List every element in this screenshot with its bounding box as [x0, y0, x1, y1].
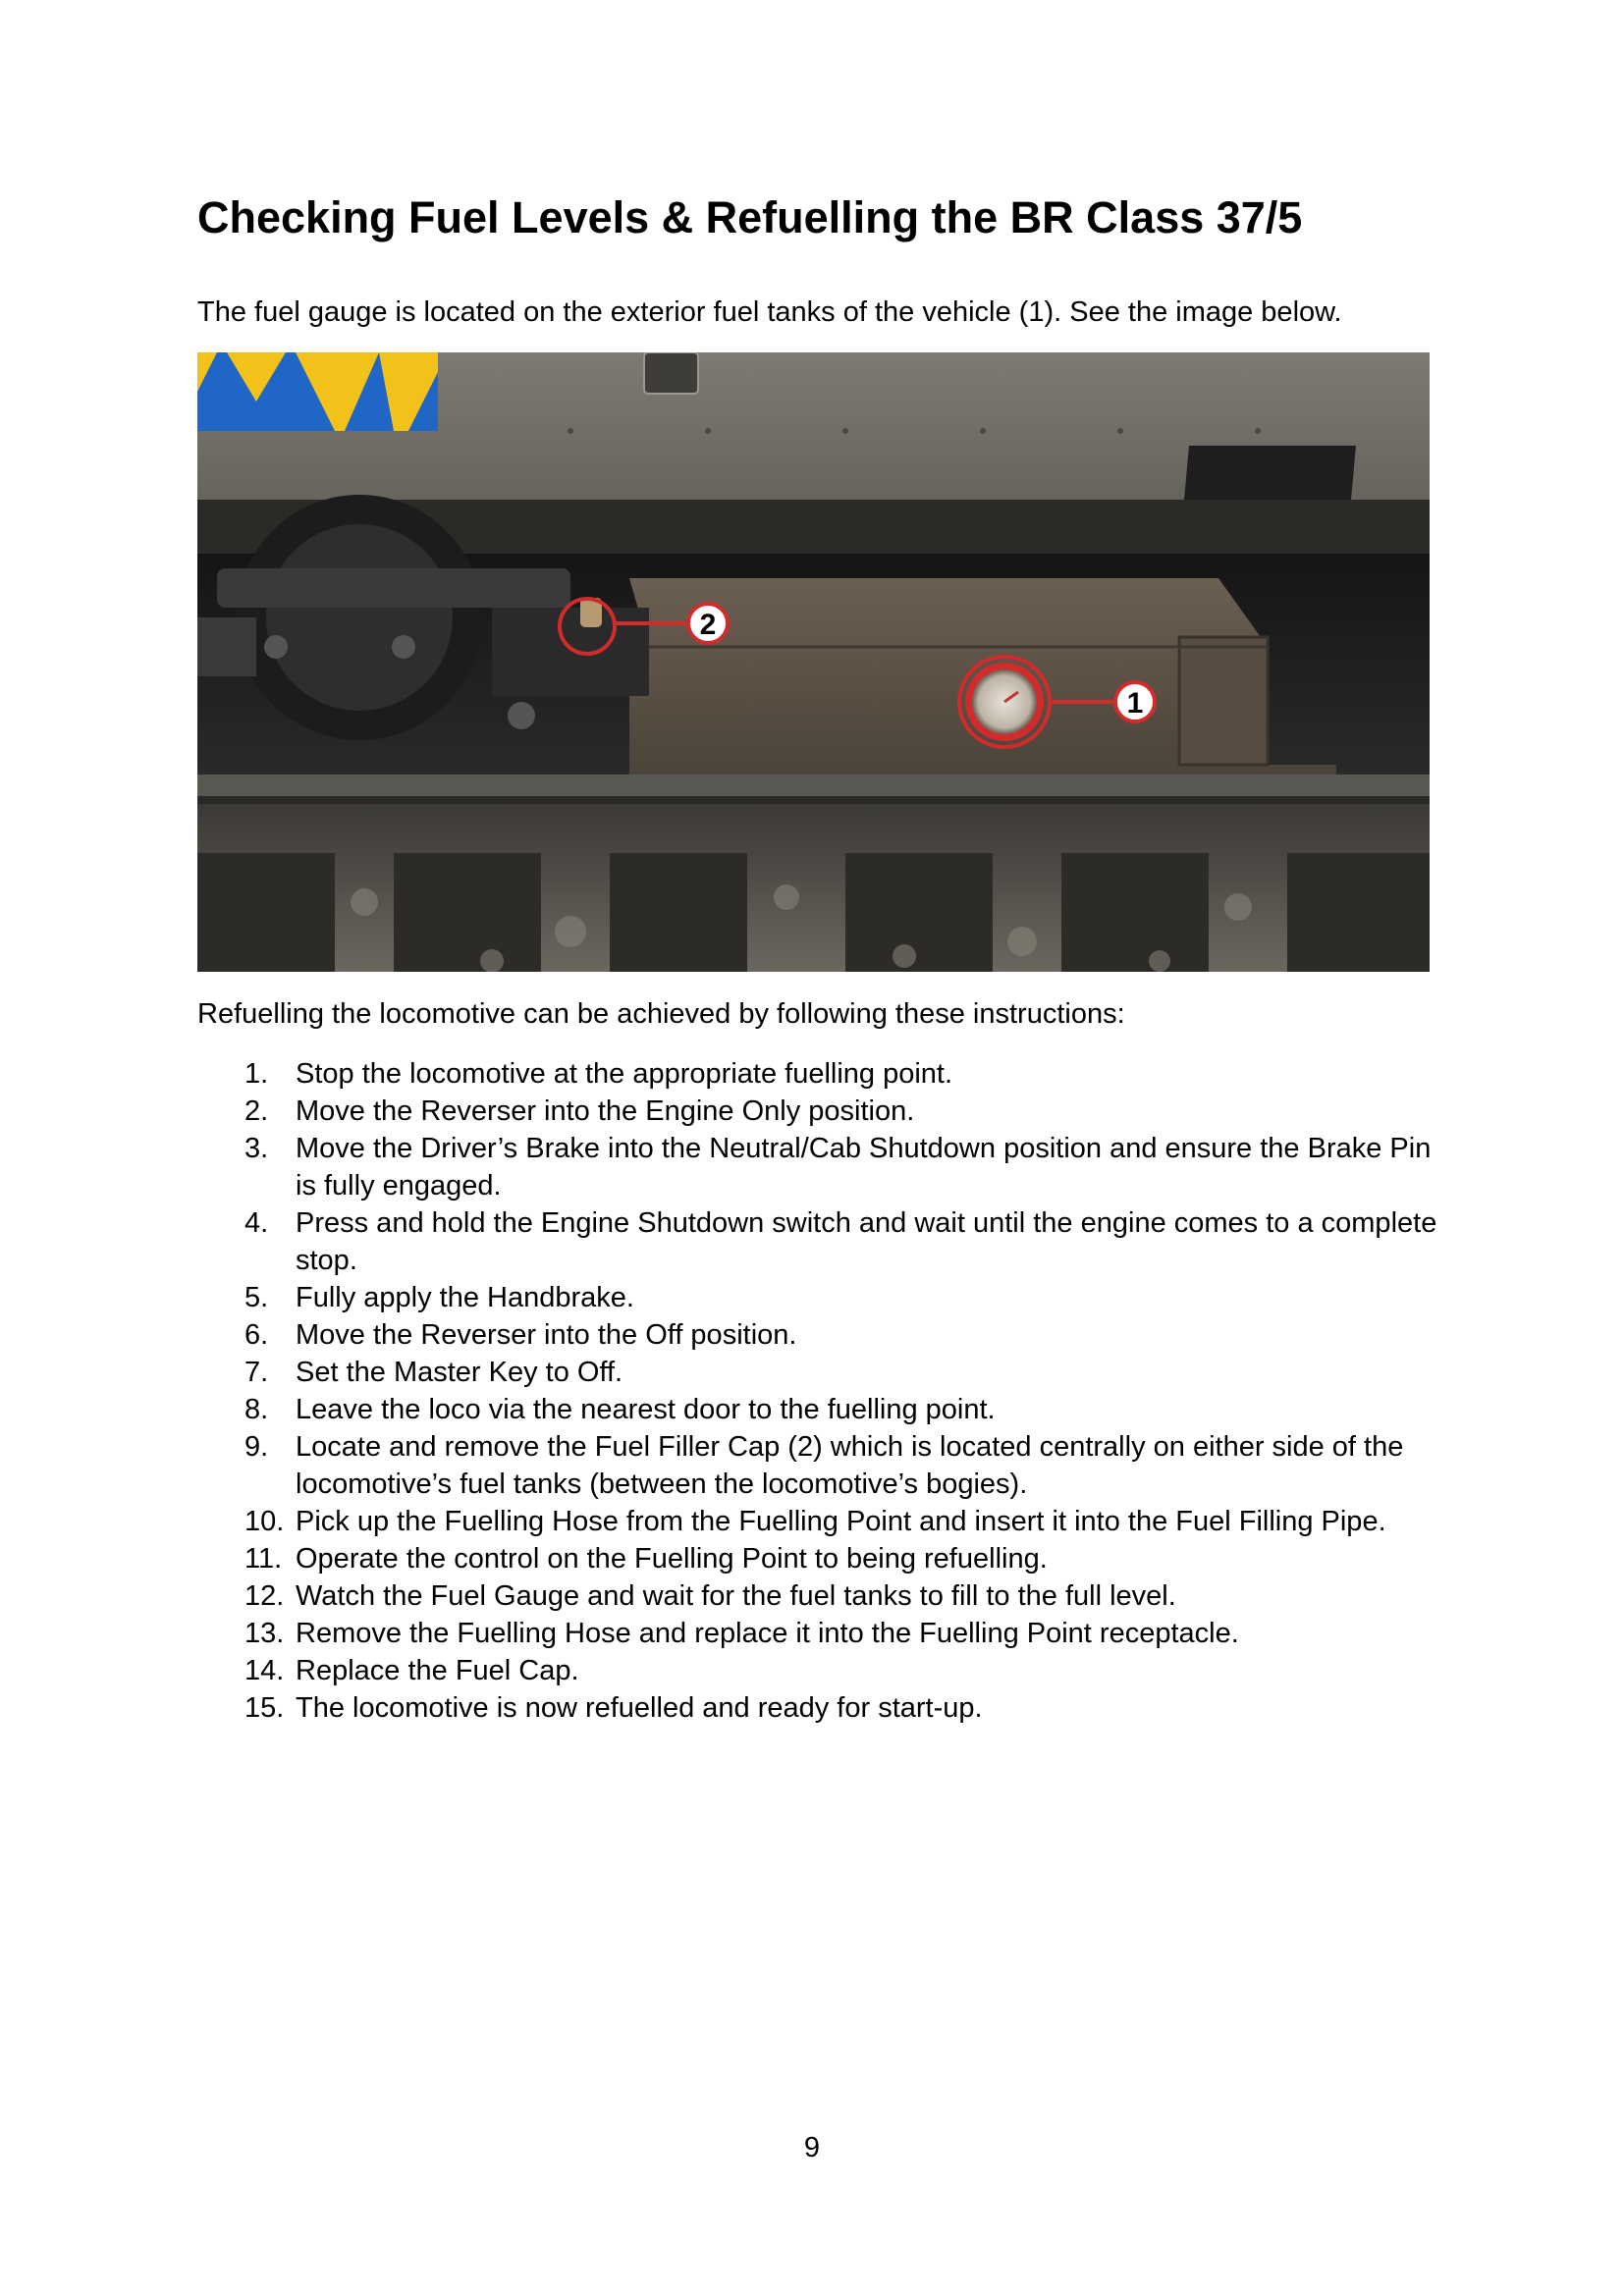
callout-1-label: 1	[1126, 687, 1144, 720]
step-text: Pick up the Fuelling Hose from the Fuelling Point and insert it into the Fuel Filling Pipe.	[296, 1506, 1386, 1537]
intro-paragraph: The fuel gauge is located on the exterior fuel tanks of the vehicle (1). See the image below.	[197, 296, 1342, 328]
step-number: 7.	[244, 1357, 269, 1388]
list-item	[244, 1055, 1442, 1093]
list-item	[244, 1354, 1442, 1391]
list-item	[244, 1204, 1442, 1279]
step-number: 8.	[244, 1394, 269, 1425]
page-title: Checking Fuel Levels & Refuelling the BR Class 37/5	[197, 192, 1303, 242]
step-number: 10.	[244, 1506, 285, 1537]
page-number: 9	[803, 2132, 821, 2163]
step-text: Remove the Fuelling Hose and replace it into the Fuelling Point receptacle.	[296, 1618, 1239, 1649]
list-item	[244, 1093, 1442, 1130]
step-text: Locate and remove the Fuel Filler Cap (2) which is located centrally on either side of the locomotive’s fuel tanks (between the locomotive’s bogies).	[296, 1431, 1404, 1500]
step-text: Leave the loco via the nearest door to the fuelling point.	[296, 1394, 996, 1425]
list-item	[244, 1279, 1442, 1316]
step-number: 4.	[244, 1207, 269, 1239]
list-item	[244, 1689, 1442, 1727]
step-number: 2.	[244, 1095, 269, 1127]
list-item	[244, 1615, 1442, 1652]
instructions-lead: Refuelling the locomotive can be achieved by following these instructions:	[197, 998, 1125, 1030]
refuelling-steps-list	[244, 1055, 1442, 1727]
step-number: 9.	[244, 1431, 269, 1463]
list-item	[244, 1130, 1442, 1204]
step-text: Press and hold the Engine Shutdown switch and wait until the engine comes to a complete stop.	[296, 1207, 1437, 1276]
step-number: 14.	[244, 1655, 285, 1686]
step-text: Move the Reverser into the Engine Only position.	[296, 1095, 915, 1127]
step-number: 5.	[244, 1282, 269, 1313]
callout-2-label: 2	[699, 609, 717, 641]
list-item	[244, 1391, 1442, 1428]
step-text: Move the Driver’s Brake into the Neutral/Cab Shutdown position and ensure the Brake Pin is fully engaged.	[296, 1133, 1432, 1201]
step-number: 12.	[244, 1580, 285, 1612]
step-text: Move the Reverser into the Off position.	[296, 1319, 797, 1351]
step-text: The locomotive is now refuelled and ready for start-up.	[296, 1692, 983, 1724]
step-number: 13.	[244, 1618, 285, 1649]
list-item	[244, 1540, 1442, 1577]
step-text: Set the Master Key to Off.	[296, 1357, 623, 1388]
step-number: 11.	[244, 1543, 283, 1575]
step-text: Fully apply the Handbrake.	[296, 1282, 634, 1313]
step-text: Stop the locomotive at the appropriate fuelling point.	[296, 1058, 953, 1090]
list-item	[244, 1503, 1442, 1540]
step-number: 15.	[244, 1692, 285, 1724]
locomotive-fuel-tank-image	[197, 352, 1430, 972]
step-text: Replace the Fuel Cap.	[296, 1655, 579, 1686]
list-item	[244, 1577, 1442, 1615]
step-number: 3.	[244, 1133, 269, 1164]
list-item	[244, 1652, 1442, 1689]
step-text: Watch the Fuel Gauge and wait for the fuel tanks to fill to the full level.	[296, 1580, 1176, 1612]
step-number: 1.	[244, 1058, 269, 1090]
list-item	[244, 1316, 1442, 1354]
list-item	[244, 1428, 1442, 1503]
step-number: 6.	[244, 1319, 269, 1351]
step-text: Operate the control on the Fuelling Point to being refuelling.	[296, 1543, 1048, 1575]
